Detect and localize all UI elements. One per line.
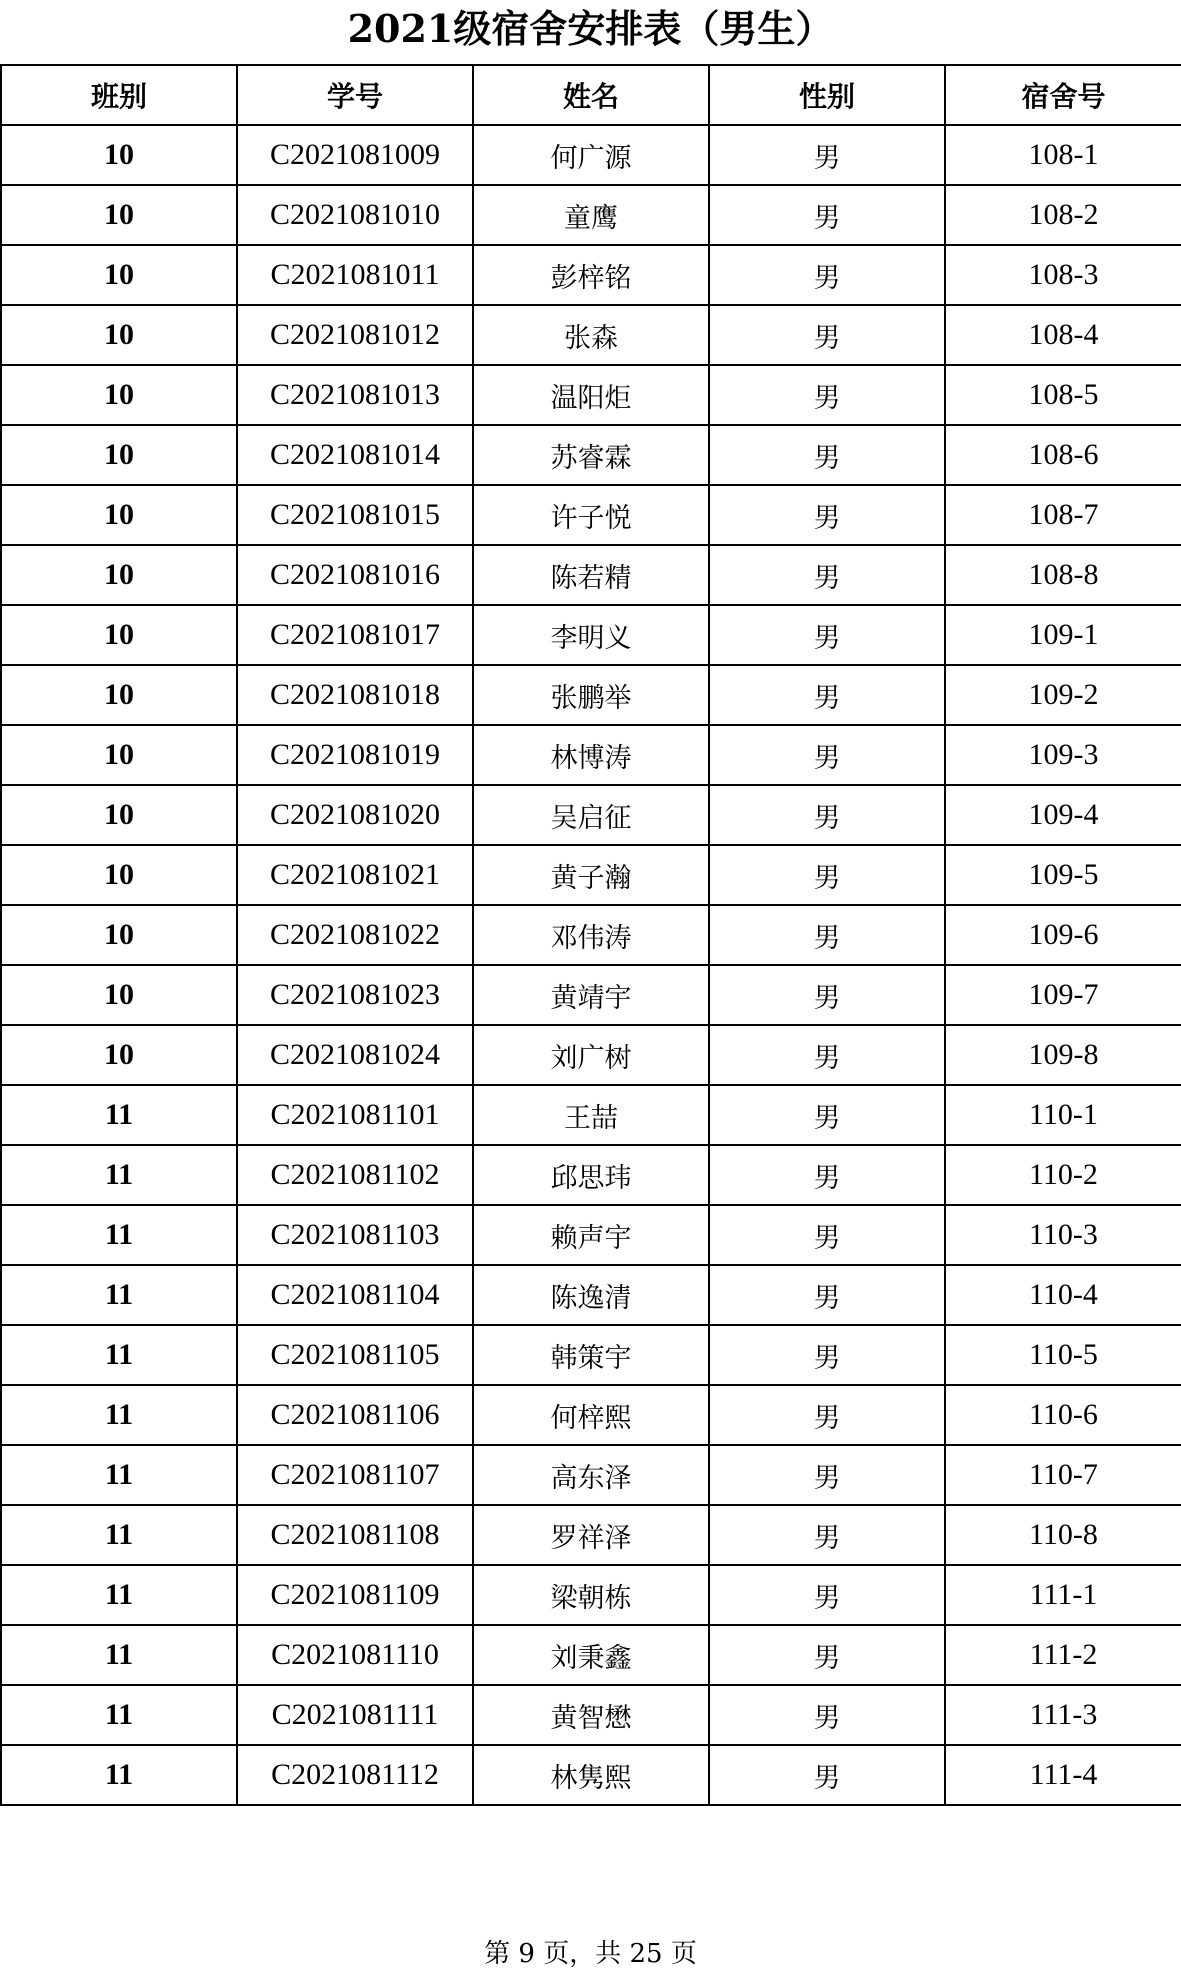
cell-name: 罗祥泽 xyxy=(473,1505,709,1565)
table-row xyxy=(1,185,1181,245)
cell-name: 梁朝栋 xyxy=(473,1565,709,1625)
cell-gender: 男 xyxy=(709,1385,945,1445)
header-student-id: 学号 xyxy=(237,65,473,125)
table-row xyxy=(1,1685,1181,1745)
cell-student-id: C2021081018 xyxy=(237,665,473,725)
table-row xyxy=(1,125,1181,185)
cell-dorm-number: 108-6 xyxy=(945,425,1181,485)
cell-gender: 男 xyxy=(709,905,945,965)
cell-gender: 男 xyxy=(709,365,945,425)
cell-name: 林博涛 xyxy=(473,725,709,785)
cell-gender: 男 xyxy=(709,1745,945,1805)
cell-class: 10 xyxy=(1,785,237,845)
cell-student-id: C2021081108 xyxy=(237,1505,473,1565)
cell-class: 10 xyxy=(1,965,237,1025)
cell-class: 10 xyxy=(1,605,237,665)
cell-dorm-number: 108-4 xyxy=(945,305,1181,365)
cell-gender: 男 xyxy=(709,665,945,725)
page-title: 2021级宿舍安排表（男生） xyxy=(347,6,834,51)
cell-class: 10 xyxy=(1,845,237,905)
cell-class: 11 xyxy=(1,1385,237,1445)
cell-dorm-number: 110-8 xyxy=(945,1505,1181,1565)
cell-name: 张鹏举 xyxy=(473,665,709,725)
table-body xyxy=(1,125,1181,1805)
cell-dorm-number: 110-2 xyxy=(945,1145,1181,1205)
cell-gender: 男 xyxy=(709,1025,945,1085)
cell-name: 陈若精 xyxy=(473,545,709,605)
cell-name: 黄子瀚 xyxy=(473,845,709,905)
cell-class: 10 xyxy=(1,725,237,785)
cell-student-id: C2021081106 xyxy=(237,1385,473,1445)
cell-dorm-number: 108-5 xyxy=(945,365,1181,425)
cell-name: 陈逸清 xyxy=(473,1265,709,1325)
cell-gender: 男 xyxy=(709,545,945,605)
cell-name: 赖声宇 xyxy=(473,1205,709,1265)
table-row xyxy=(1,545,1181,605)
cell-student-id: C2021081023 xyxy=(237,965,473,1025)
table-row xyxy=(1,1505,1181,1565)
cell-name: 苏睿霖 xyxy=(473,425,709,485)
table-row xyxy=(1,1385,1181,1445)
cell-dorm-number: 111-4 xyxy=(945,1745,1181,1805)
table-row xyxy=(1,905,1181,965)
table-row xyxy=(1,425,1181,485)
cell-class: 10 xyxy=(1,305,237,365)
cell-student-id: C2021081010 xyxy=(237,185,473,245)
table-row xyxy=(1,1565,1181,1625)
cell-gender: 男 xyxy=(709,785,945,845)
cell-class: 11 xyxy=(1,1265,237,1325)
table-row xyxy=(1,1205,1181,1265)
cell-dorm-number: 108-3 xyxy=(945,245,1181,305)
cell-gender: 男 xyxy=(709,1505,945,1565)
header-dorm-number: 宿舍号 xyxy=(945,65,1181,125)
cell-name: 刘广树 xyxy=(473,1025,709,1085)
header-class: 班别 xyxy=(1,65,237,125)
table-row xyxy=(1,365,1181,425)
cell-class: 10 xyxy=(1,905,237,965)
cell-class: 11 xyxy=(1,1565,237,1625)
cell-student-id: C2021081111 xyxy=(237,1685,473,1745)
cell-class: 10 xyxy=(1,1025,237,1085)
cell-student-id: C2021081107 xyxy=(237,1445,473,1505)
cell-name: 何广源 xyxy=(473,125,709,185)
cell-student-id: C2021081024 xyxy=(237,1025,473,1085)
cell-dorm-number: 109-5 xyxy=(945,845,1181,905)
header-name: 姓名 xyxy=(473,65,709,125)
table-row xyxy=(1,305,1181,365)
cell-dorm-number: 111-1 xyxy=(945,1565,1181,1625)
table-row xyxy=(1,785,1181,845)
cell-name: 邓伟涛 xyxy=(473,905,709,965)
cell-student-id: C2021081009 xyxy=(237,125,473,185)
cell-student-id: C2021081016 xyxy=(237,545,473,605)
cell-dorm-number: 108-8 xyxy=(945,545,1181,605)
cell-gender: 男 xyxy=(709,1685,945,1745)
cell-gender: 男 xyxy=(709,425,945,485)
dormitory-table xyxy=(0,64,1181,1806)
cell-student-id: C2021081022 xyxy=(237,905,473,965)
cell-name: 彭梓铭 xyxy=(473,245,709,305)
table-row xyxy=(1,605,1181,665)
cell-dorm-number: 109-4 xyxy=(945,785,1181,845)
cell-dorm-number: 110-4 xyxy=(945,1265,1181,1325)
cell-gender: 男 xyxy=(709,605,945,665)
cell-class: 10 xyxy=(1,245,237,305)
cell-name: 童鹰 xyxy=(473,185,709,245)
cell-name: 何梓熙 xyxy=(473,1385,709,1445)
cell-student-id: C2021081017 xyxy=(237,605,473,665)
cell-class: 11 xyxy=(1,1745,237,1805)
cell-class: 11 xyxy=(1,1145,237,1205)
cell-student-id: C2021081013 xyxy=(237,365,473,425)
cell-dorm-number: 109-6 xyxy=(945,905,1181,965)
cell-class: 11 xyxy=(1,1625,237,1685)
cell-name: 韩策宇 xyxy=(473,1325,709,1385)
cell-name: 许子悦 xyxy=(473,485,709,545)
cell-student-id: C2021081019 xyxy=(237,725,473,785)
cell-student-id: C2021081101 xyxy=(237,1085,473,1145)
cell-gender: 男 xyxy=(709,1445,945,1505)
cell-student-id: C2021081102 xyxy=(237,1145,473,1205)
table-row xyxy=(1,1085,1181,1145)
table-row xyxy=(1,725,1181,785)
cell-gender: 男 xyxy=(709,185,945,245)
cell-dorm-number: 110-7 xyxy=(945,1445,1181,1505)
cell-class: 11 xyxy=(1,1085,237,1145)
cell-class: 10 xyxy=(1,485,237,545)
cell-name: 林隽熙 xyxy=(473,1745,709,1805)
cell-name: 黄智懋 xyxy=(473,1685,709,1745)
cell-student-id: C2021081110 xyxy=(237,1625,473,1685)
cell-gender: 男 xyxy=(709,485,945,545)
table-row xyxy=(1,485,1181,545)
cell-name: 李明义 xyxy=(473,605,709,665)
table-row xyxy=(1,1625,1181,1685)
cell-student-id: C2021081011 xyxy=(237,245,473,305)
cell-class: 11 xyxy=(1,1685,237,1745)
table-row xyxy=(1,1145,1181,1205)
cell-class: 10 xyxy=(1,185,237,245)
cell-student-id: C2021081015 xyxy=(237,485,473,545)
cell-dorm-number: 108-7 xyxy=(945,485,1181,545)
cell-student-id: C2021081012 xyxy=(237,305,473,365)
cell-gender: 男 xyxy=(709,1085,945,1145)
cell-class: 11 xyxy=(1,1205,237,1265)
cell-dorm-number: 109-2 xyxy=(945,665,1181,725)
cell-gender: 男 xyxy=(709,725,945,785)
table-row xyxy=(1,965,1181,1025)
cell-dorm-number: 109-7 xyxy=(945,965,1181,1025)
cell-student-id: C2021081020 xyxy=(237,785,473,845)
cell-gender: 男 xyxy=(709,125,945,185)
table-row xyxy=(1,1025,1181,1085)
cell-gender: 男 xyxy=(709,845,945,905)
cell-name: 刘秉鑫 xyxy=(473,1625,709,1685)
cell-student-id: C2021081109 xyxy=(237,1565,473,1625)
cell-dorm-number: 110-5 xyxy=(945,1325,1181,1385)
cell-class: 10 xyxy=(1,365,237,425)
cell-name: 吴启征 xyxy=(473,785,709,845)
page-footer: 第 9 页，共 25 页 xyxy=(484,1939,697,1969)
cell-dorm-number: 109-1 xyxy=(945,605,1181,665)
cell-dorm-number: 109-3 xyxy=(945,725,1181,785)
table-row xyxy=(1,1445,1181,1505)
cell-class: 11 xyxy=(1,1445,237,1505)
cell-name: 邱思玮 xyxy=(473,1145,709,1205)
cell-class: 10 xyxy=(1,665,237,725)
cell-class: 10 xyxy=(1,425,237,485)
table-header-row xyxy=(1,65,1181,125)
cell-dorm-number: 109-8 xyxy=(945,1025,1181,1085)
cell-gender: 男 xyxy=(709,1325,945,1385)
cell-dorm-number: 110-6 xyxy=(945,1385,1181,1445)
cell-gender: 男 xyxy=(709,1265,945,1325)
cell-class: 11 xyxy=(1,1505,237,1565)
cell-name: 王喆 xyxy=(473,1085,709,1145)
cell-name: 张森 xyxy=(473,305,709,365)
cell-dorm-number: 110-3 xyxy=(945,1205,1181,1265)
cell-student-id: C2021081105 xyxy=(237,1325,473,1385)
cell-gender: 男 xyxy=(709,1625,945,1685)
table-row xyxy=(1,665,1181,725)
cell-dorm-number: 111-2 xyxy=(945,1625,1181,1685)
cell-gender: 男 xyxy=(709,1565,945,1625)
cell-dorm-number: 111-3 xyxy=(945,1685,1181,1745)
cell-student-id: C2021081021 xyxy=(237,845,473,905)
cell-dorm-number: 108-2 xyxy=(945,185,1181,245)
cell-dorm-number: 108-1 xyxy=(945,125,1181,185)
cell-name: 温阳炬 xyxy=(473,365,709,425)
table-row xyxy=(1,1325,1181,1385)
table-row xyxy=(1,845,1181,905)
header-gender: 性别 xyxy=(709,65,945,125)
cell-class: 10 xyxy=(1,125,237,185)
cell-gender: 男 xyxy=(709,1145,945,1205)
cell-gender: 男 xyxy=(709,965,945,1025)
table-row xyxy=(1,1745,1181,1805)
cell-class: 11 xyxy=(1,1325,237,1385)
cell-student-id: C2021081014 xyxy=(237,425,473,485)
cell-gender: 男 xyxy=(709,305,945,365)
cell-gender: 男 xyxy=(709,245,945,305)
cell-name: 高东泽 xyxy=(473,1445,709,1505)
cell-student-id: C2021081104 xyxy=(237,1265,473,1325)
cell-student-id: C2021081103 xyxy=(237,1205,473,1265)
cell-student-id: C2021081112 xyxy=(237,1745,473,1805)
table-row xyxy=(1,1265,1181,1325)
cell-gender: 男 xyxy=(709,1205,945,1265)
cell-class: 10 xyxy=(1,545,237,605)
table-row xyxy=(1,245,1181,305)
cell-dorm-number: 110-1 xyxy=(945,1085,1181,1145)
cell-name: 黄靖宇 xyxy=(473,965,709,1025)
